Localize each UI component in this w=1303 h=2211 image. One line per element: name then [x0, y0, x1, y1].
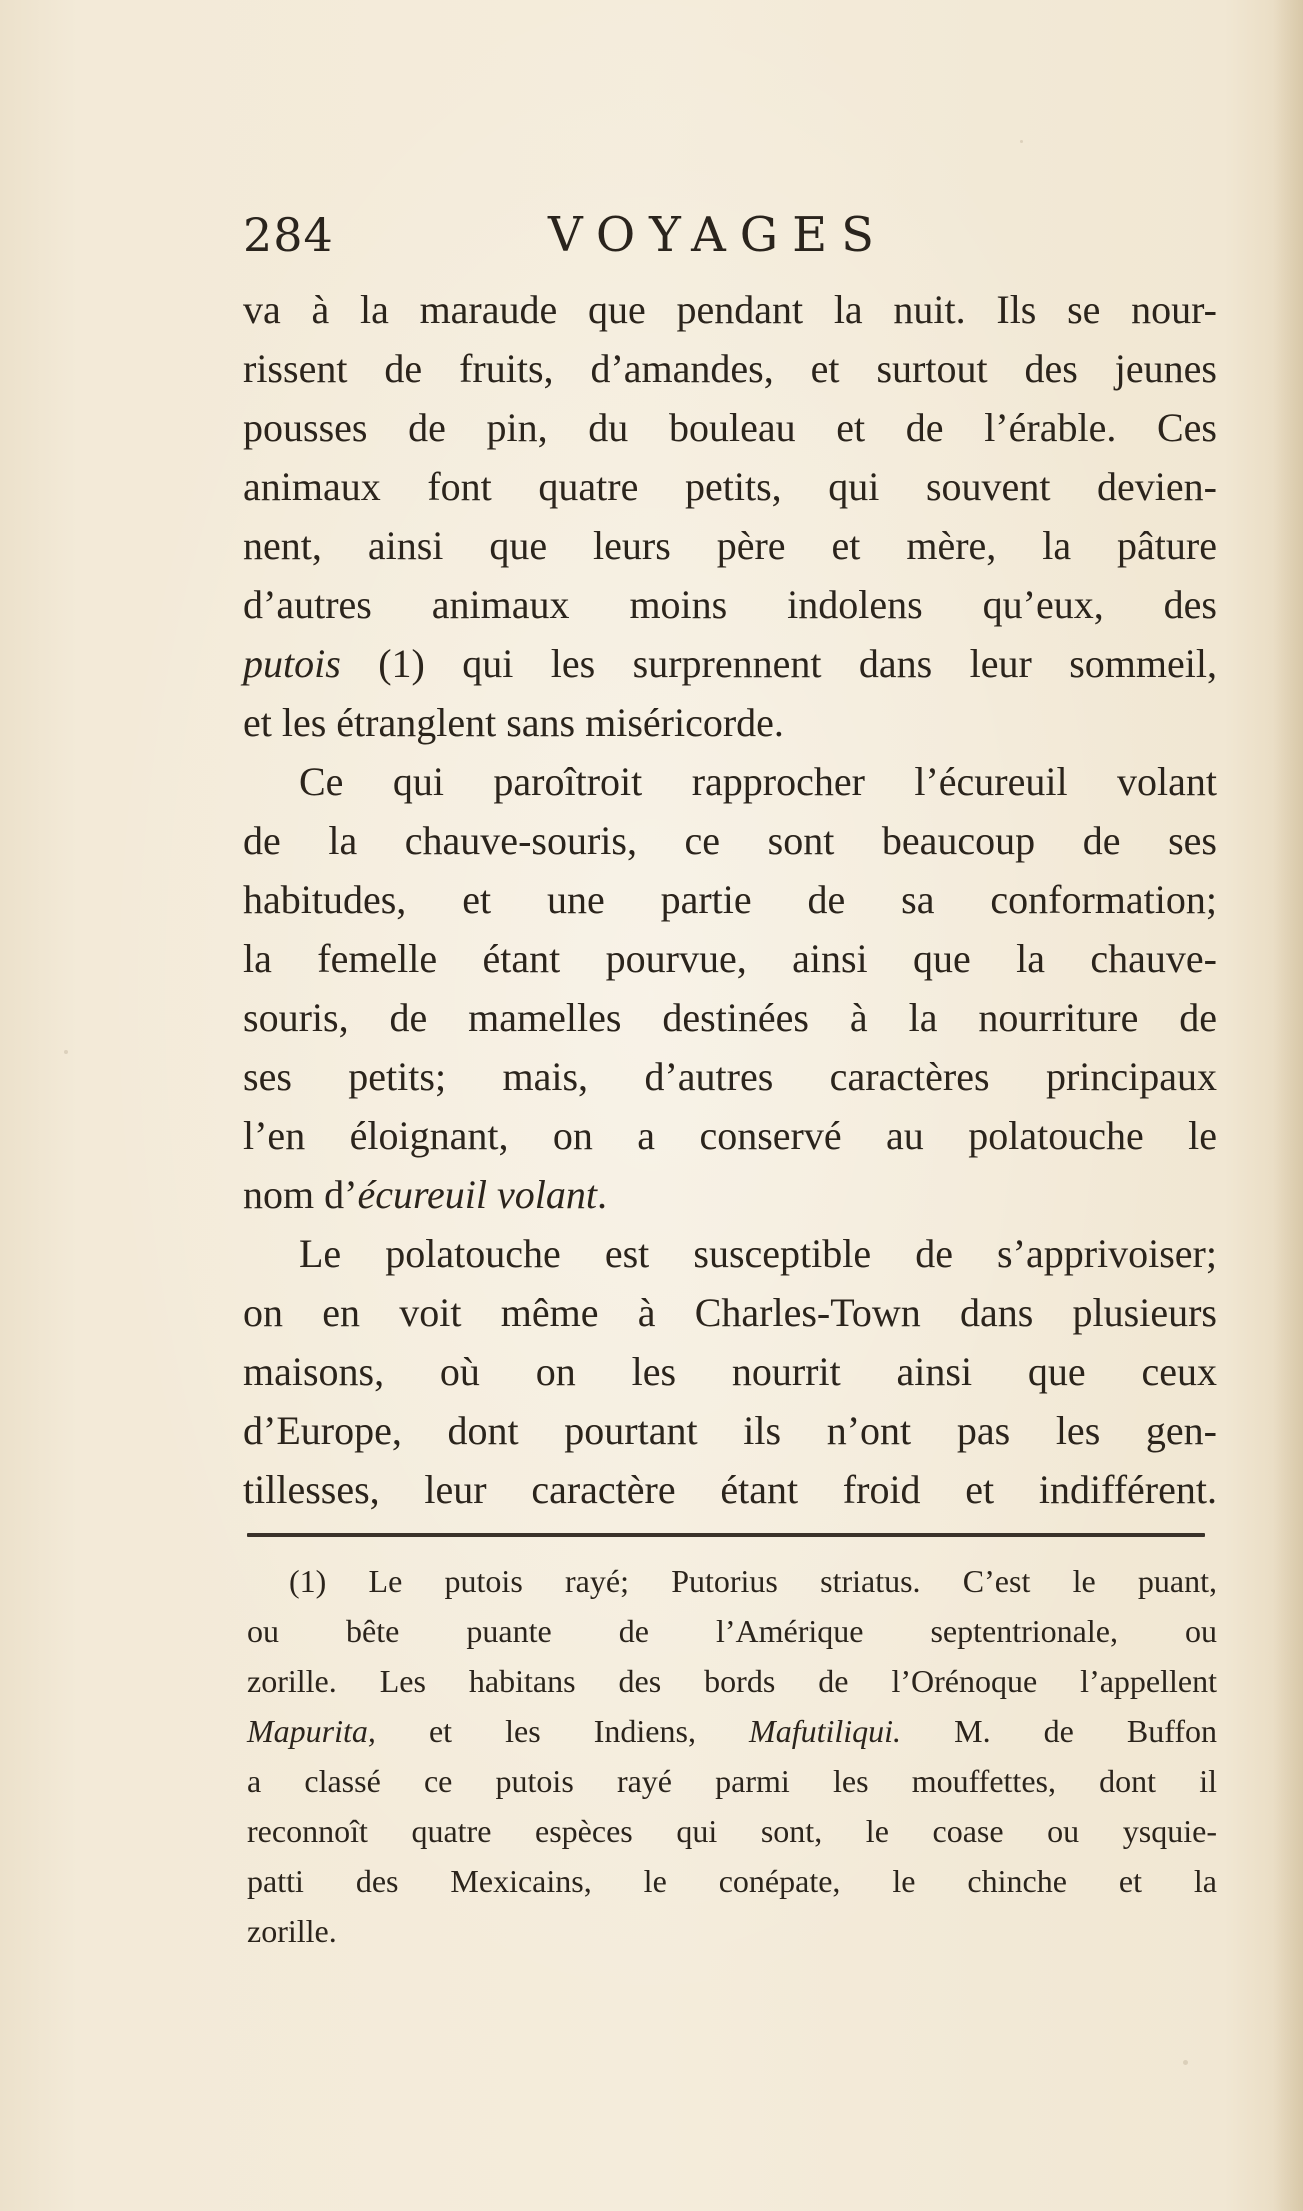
footnote-line: zorille. — [247, 1913, 337, 1949]
footnote-line: ou bête puante de l’Amérique septentrionale, ou — [247, 1613, 1217, 1649]
paragraph-start-line: Ce qui paroîtroit rapprocher l’écureuil volant — [299, 759, 1217, 804]
italic-term: écureuil volant — [357, 1172, 597, 1217]
text-line: d’Europe, dont pourtant ils n’ont pas les gen- — [243, 1408, 1217, 1453]
italic-term: Mafutiliqui. — [749, 1713, 902, 1749]
footnote-line — [247, 1706, 1217, 1756]
text-fragment: . — [597, 1172, 607, 1217]
footnote-line: patti des Mexicains, le conépate, le chinche et la — [247, 1863, 1217, 1899]
footnote-line: reconnoît quatre espèces qui sont, le coase ou ysquie- — [247, 1813, 1217, 1849]
text-line: habitudes, et une partie de sa conformation; — [243, 877, 1217, 922]
footnote-line: (1) Le putois rayé; Putorius striatus. C’est le puant, — [289, 1563, 1217, 1599]
main-text — [243, 280, 1217, 1519]
italic-term: Mapurita, — [247, 1713, 376, 1749]
italic-term: putois — [243, 641, 341, 686]
page-header — [243, 200, 1223, 270]
text-line: pousses de pin, du bouleau et de l’érable. Ces — [243, 405, 1217, 450]
paper-speck — [1183, 2060, 1188, 2065]
text-fragment: et les Indiens, — [375, 1713, 750, 1749]
footnote-separator-rule — [247, 1533, 1205, 1537]
text-line: maisons, où on les nourrit ainsi que ceux — [243, 1349, 1217, 1394]
text-line: de la chauve-souris, ce sont beaucoup de ses — [243, 818, 1217, 863]
text-line: rissent de fruits, d’amandes, et surtout des jeunes — [243, 346, 1217, 391]
text-line — [243, 1165, 1217, 1224]
text-fragment: (1) qui les surprennent dans leur sommeil, — [340, 641, 1217, 686]
text-line: la femelle étant pourvue, ainsi que la chauve- — [243, 936, 1217, 981]
text-line: tillesses, leur caractère étant froid et indifférent. — [243, 1467, 1217, 1512]
paper-speck — [1020, 140, 1023, 143]
page-number: 284 — [243, 208, 334, 262]
footnote-line: zorille. Les habitans des bords de l’Orénoque l’appellent — [247, 1663, 1217, 1699]
text-line: animaux font quatre petits, qui souvent devien- — [243, 464, 1217, 509]
text-fragment: nom d’ — [243, 1172, 358, 1217]
text-line: et les étranglent sans miséricorde. — [243, 700, 784, 745]
text-line: d’autres animaux moins indolens qu’eux, des — [243, 582, 1217, 627]
page-edge-shading — [1273, 0, 1303, 2211]
text-line: nent, ainsi que leurs père et mère, la pâture — [243, 523, 1217, 568]
text-line: on en voit même à Charles-Town dans plusieurs — [243, 1290, 1217, 1335]
text-line: l’en éloignant, on a conservé au polatouche le — [243, 1113, 1217, 1158]
text-line: souris, de mamelles destinées à la nourriture de — [243, 995, 1217, 1040]
text-line — [243, 634, 1217, 693]
paper-speck — [64, 1050, 68, 1054]
text-line: va à la maraude que pendant la nuit. Ils se nour- — [243, 287, 1217, 332]
text-fragment: M. de Buffon — [901, 1713, 1218, 1749]
paragraph-start-line: Le polatouche est susceptible de s’apprivoiser; — [299, 1231, 1217, 1276]
footnote-line: a classé ce putois rayé parmi les mouffettes, dont il — [247, 1763, 1217, 1799]
footnote — [247, 1556, 1217, 1956]
running-title: VOYAGES — [548, 207, 889, 263]
text-line: ses petits; mais, d’autres caractères principaux — [243, 1054, 1217, 1099]
